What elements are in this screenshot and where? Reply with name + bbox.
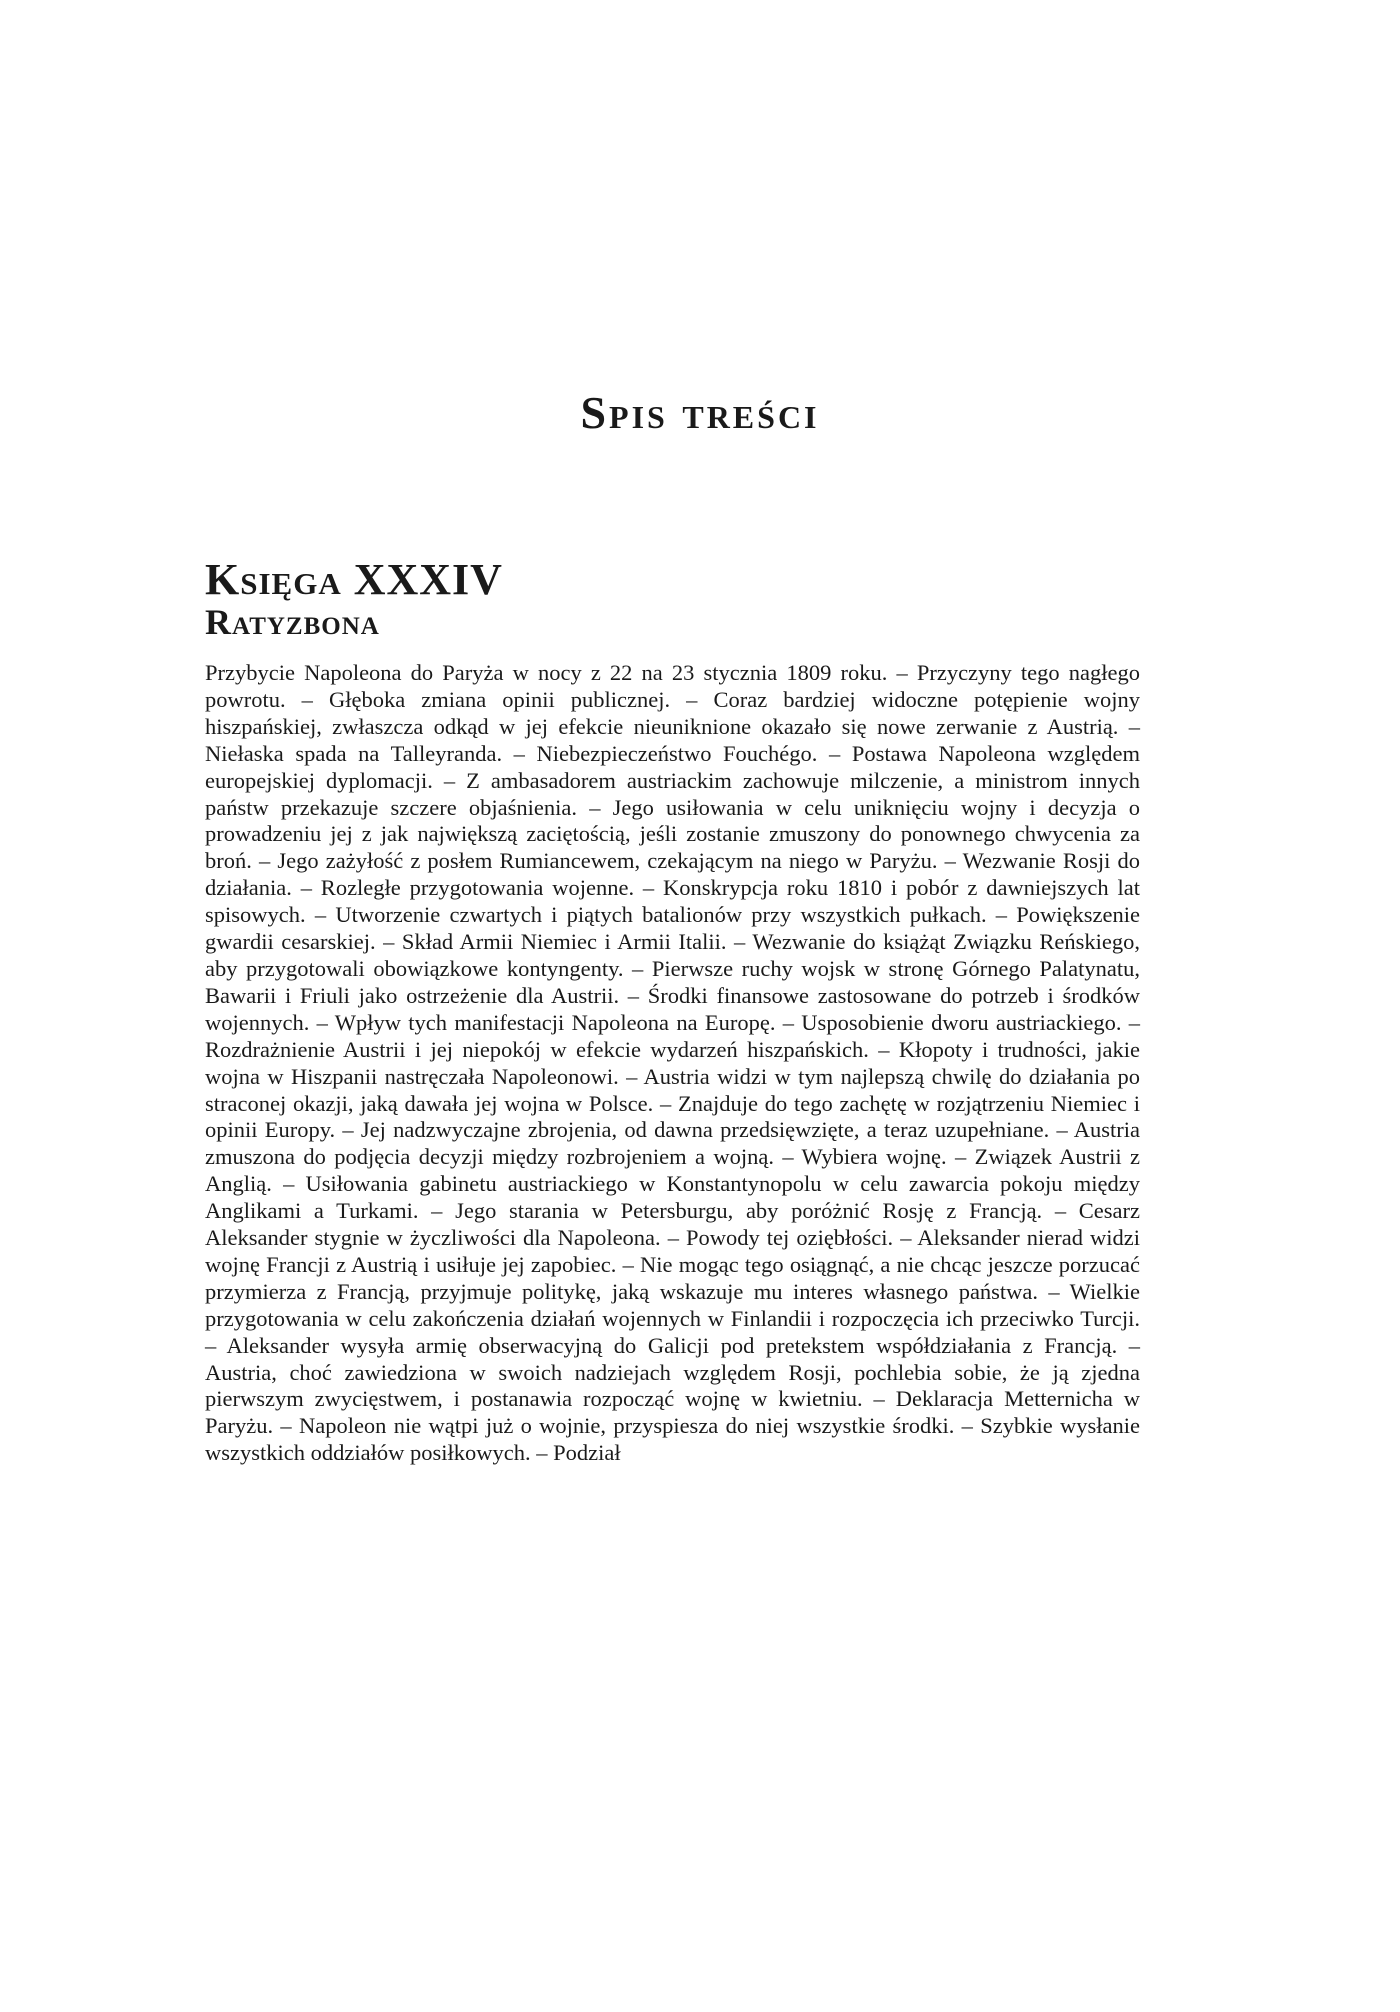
book-summary-paragraph: Przybycie Napoleona do Paryża w nocy z 22 na 23 stycznia 1809 roku. – Przyczyny tego nagłego powrotu. – Głęboka zmiana opinii publicznej. – Coraz bardziej widoczne potępienie wojny hiszpańskiej, zwłaszcza odkąd w jej efekcie nieuniknione okazało się nowe zerwanie z Austrią. – Niełaska spada na Talleyranda. – Niebezpieczeństwo Fouchégo. – Postawa Napoleona względem europejskiej dyplomacji. – Z ambasadorem austriackim zachowuje milczenie, a ministrom innych państw przekazuje szczere objaśnienia. – Jego usiłowania w celu uniknięciu wojny i decyzja o prowadzeniu jej z jak największą zaciętością, jeśli zostanie zmuszony do ponownego chwycenia za broń. – Jego zażyłość z posłem Rumiancewem, czekającym na niego w Paryżu. – Wezwanie Rosji do działania. – Rozległe przygotowania wojenne. – Konskrypcja roku 1810 i pobór z dawniejszych lat spisowych. – Utworzenie czwartych i piątych batalionów przy wszystkich pułkach. – Powiększenie gwardii cesarskiej. – Skład Armii Niemiec i Armii Italii. – Wezwanie do książąt Związku Reńskiego, aby przygotowali obowiązkowe kontyngenty. – Pierwsze ruchy wojsk w stronę Górnego Palatynatu, Bawarii i Friuli jako ostrzeżenie dla Austrii. – Środki finansowe zastosowane do potrzeb i środków wojennych. – Wpływ tych manifestacji Napoleona na Europę. – Usposobienie dworu austriackiego. – Rozdrażnienie Austrii i jej niepokój w efekcie wydarzeń hiszpańskich. – Kłopoty i trudności, jakie wojna w Hiszpanii nastręczała Napoleonowi. – Austria widzi w tym najlepszą chwilę do działania po straconej okazji, jaką dawała jej wojna w Polsce. – Znajduje do tego zachętę w rozjątrzeniu Niemiec i opinii Europy. – Jej nadzwyczajne zbrojenia, od dawna przedsięwzięte, a teraz uzupełniane. – Austria zmuszona do podjęcia decyzji między rozbrojeniem a wojną. – Wybiera wojnę. – Związek Austrii z Anglią. – Usiłowania gabinetu austriackiego w Konstantynopolu w celu zawarcia pokoju między Anglikami a Turkami. – Jego starania w Petersburgu, aby poróżnić Rosję z Francją. – Cesarz Aleksander stygnie w życzliwości dla Napoleona. – Powody tej oziębłości. – Aleksander nierad widzi wojnę Francji z Austrią i usiłuje jej zapobiec. – Nie mogąc tego osiągnąć, a nie chcąc jeszcze porzucać przymierza z Francją, przyjmuje politykę, jaką wskazuje mu interes własnego państwa. – Wielkie przygotowania w celu zakończenia działań wojennych w Finlandii i rozpoczęcia ich przeciwko Turcji. – Aleksander wysyła armię obserwacyjną do Galicji pod pretekstem współdziałania z Francją. – Austria, choć zawiedziona w swoich nadziejach względem Rosji, pochlebia sobie, że ją zjedna pierwszym zwycięstwem, i postanawia rozpocząć wojnę w kwietniu. – Deklaracja Metternicha w Paryżu. – Napoleon nie wątpi już o wojnie, przyspiesza do niej wszystkie środki. – Szybkie wysłanie wszystkich oddziałów posiłkowych. – Podział bbox=[205, 660, 1140, 1466]
book-number: Księga XXXIV bbox=[205, 555, 503, 604]
book-subtitle: Ratyzbona bbox=[205, 602, 380, 642]
book-heading bbox=[205, 555, 503, 642]
page-title: Spis treści bbox=[580, 387, 820, 438]
